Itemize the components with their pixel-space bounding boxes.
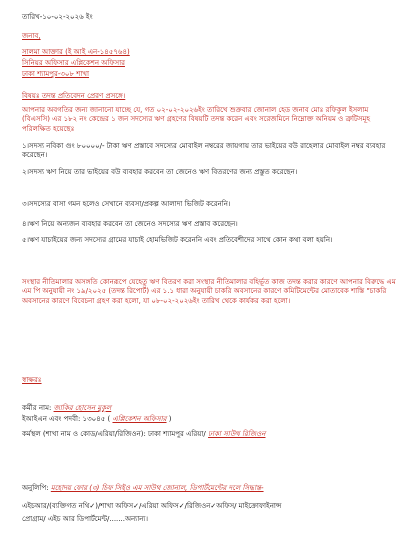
cc-line-1	[22, 484, 264, 493]
recipient-name: সালমা আক্তার (ই আই এন-১৪৫৭৬৪)	[22, 48, 130, 56]
cc-to: মহোদয় ফোর (৩) চিফ সিইও এম সাউথ জোনাল, ডিপার্টমেন্টের দলে সিদ্ধান্ত-	[50, 484, 264, 492]
employee-name-row	[22, 404, 111, 413]
date-line: তারিখ-১০-০২-২০২৬ ইং	[22, 13, 93, 21]
intro-paragraph: আপনার অবগতির জন্য জানানো যাচ্ছে যে, গত ০২-০২-২০২৬ইং তারিখে শুক্রবার জোনাল হেড জনাব মোঃ রফিকুল ইসলাম (বিএসসি) এর ১৮২ নং কেন্দ্রের ১ জন সদস্যের ঋণ গ্রহণের বিষয়টি তদন্ত করেন এবং সরেজমিনে নিম্নোক্ত অনিয়ম ও ত্রুটিসমূহ পরিলক্ষিত হয়েছেঃ	[22, 106, 371, 133]
employee-workplace-label: কর্মস্থল (শাখা নাম ও কোড/এরিয়া/রিজিওন): ঢাকা শ্যামপুর এরিয়া/	[22, 430, 206, 438]
subject-line: বিষয়ঃ তদন্ত প্রতিবেদন প্রেরণ প্রসঙ্গে।	[22, 92, 126, 100]
finding-item-4: ৪।ঋণ নিয়ে অন্যজন ব্যবহার করবেন তা জেনেও সদস্যের ঋণ প্রস্তাব করেছেন।	[22, 220, 238, 228]
recipient-designation: সিনিয়র অফিসার এপ্লিকেশন অফিসার	[22, 59, 125, 67]
employee-name-value: জাকির হোসেন মুকুল	[53, 404, 112, 412]
signature-label: স্বাক্ষরঃ	[22, 376, 42, 384]
finding-item-5: ৫।ঋণ যাচাইয়ের জন্য সদস্যের গ্রামের যাচাই হোমভিজিট করেননি এবং প্রতিবেশীদের সাথে কোন কথা বলা হয়নি।	[22, 236, 333, 244]
employee-ein-label: ইআইএন এবং পদবী: ১৩০৪৫ (	[22, 415, 111, 423]
finding-item-2: ২।সদস্য ঋণ নিয়ে তার ভাইয়ের বউ ব্যবহার করবেন তা জেনেও ঋণ বিতরণের জন্য প্রস্তুত করেছেন।	[22, 168, 298, 176]
employee-workplace-value: ঢাকা সাউথ রিজিওন	[208, 430, 266, 438]
cc-label: অনুলিপি:	[22, 484, 49, 492]
employee-ein-row	[22, 415, 172, 424]
cc-line-2: এইচআর/(ব্যক্তিগত নথি✓)/শাখা অফিস✓/এরিয়া অফিস✓/রিজিওন✓অফিস/ মাইক্রোফাইনান্স	[22, 502, 282, 510]
employee-ein-value: এপ্লিকেশন অফিসার	[112, 415, 167, 423]
salutation: জনাব,	[22, 32, 41, 40]
employee-workplace-row	[22, 430, 266, 439]
employee-ein-close: )	[168, 415, 172, 423]
conclusion-paragraph: সংস্থার নীতিমালার অসঙ্গতি কোনরূপে যেহেতু ঋণ বিতরণ করা সংস্থার নীতিমালার বহির্ভূত কাজ তদন্ত করার কারণে আপনার বিরুদ্ধে এম এম পি অনুযায়ী নং ১৯/২০২৫ (তদন্ত রিপোর্ট) এর ১.১ ধারা অনুযায়ী চাকরি অবসানের কারণে কমিটিমেন্টের মোতাবেক শাস্তি "চাকরি অবসানের কারণে বিবেচনা গ্রহণ করা হলো, যা ০৮-০২-২০২৬ইং তারিখ থেকে কার্যকর করা হলো।	[22, 278, 396, 305]
finding-item-1: ১।সদস্য নবিকা গুং ৮০০০০/- টাকা ঋণ প্রস্তাবে সদস্যের মোবাইল নম্বরের জায়গায় তার ভাইয়ের বউ রাহেলার মোবাইল নম্বর ব্যবহার করেছেন।	[22, 142, 386, 160]
employee-name-label: কর্মীর নাম:	[22, 404, 52, 412]
cc-line-3: প্রোগ্রাম/ এইচ আর ডিপার্টমেন্ট/.......অন্যান্য।	[22, 515, 148, 523]
recipient-branch: ঢাকা শ্যামপুর-৩০৮ শাখা	[22, 70, 90, 78]
finding-item-3: ৩।সদস্যের বাসা গমন হলেও সেখানে ব্যবসা/প্রকল্প আলাদা ভিজিট করেননি।	[22, 200, 231, 208]
